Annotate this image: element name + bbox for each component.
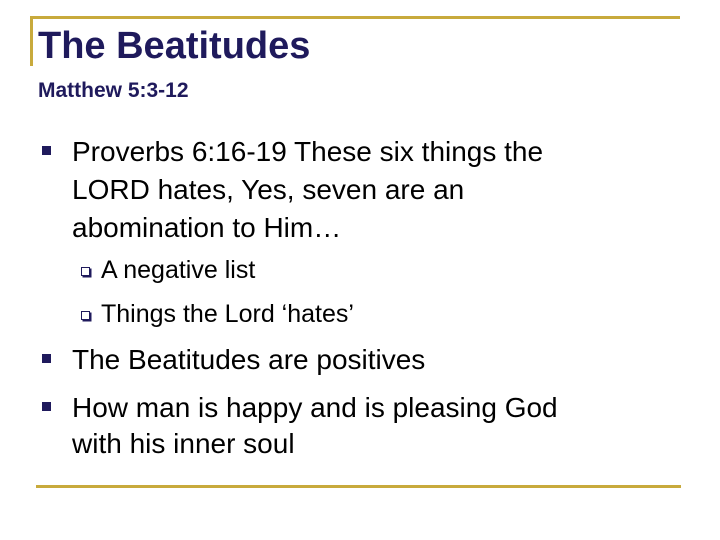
left-accent-rule xyxy=(30,16,33,66)
sub-item-negative-list: A negative list xyxy=(101,256,256,284)
slide-subtitle: Matthew 5:3-12 xyxy=(38,79,189,102)
square-bullet-icon xyxy=(42,354,51,363)
bullet-1-line-2: LORD hates, Yes, seven are an xyxy=(72,174,465,205)
bullet-3-line-1: How man is happy and is pleasing God xyxy=(72,392,558,423)
square-bullet-icon xyxy=(42,146,51,155)
slide-title: The Beatitudes xyxy=(38,25,311,67)
bullet-3-line-2: with his inner soul xyxy=(72,428,295,459)
square-bullet-icon xyxy=(42,402,51,411)
bullet-2-line-1: The Beatitudes are positives xyxy=(72,344,426,375)
hollow-square-bullet-icon xyxy=(81,311,90,320)
bullet-1-line-1: Proverbs 6:16-19 These six things the xyxy=(72,136,544,167)
bullet-1-line-3: abomination to Him… xyxy=(72,212,342,243)
bottom-accent-rule xyxy=(36,485,681,488)
top-accent-rule xyxy=(30,16,680,19)
hollow-square-bullet-icon xyxy=(81,267,90,276)
sub-item-lord-hates: Things the Lord ‘hates’ xyxy=(101,300,354,328)
